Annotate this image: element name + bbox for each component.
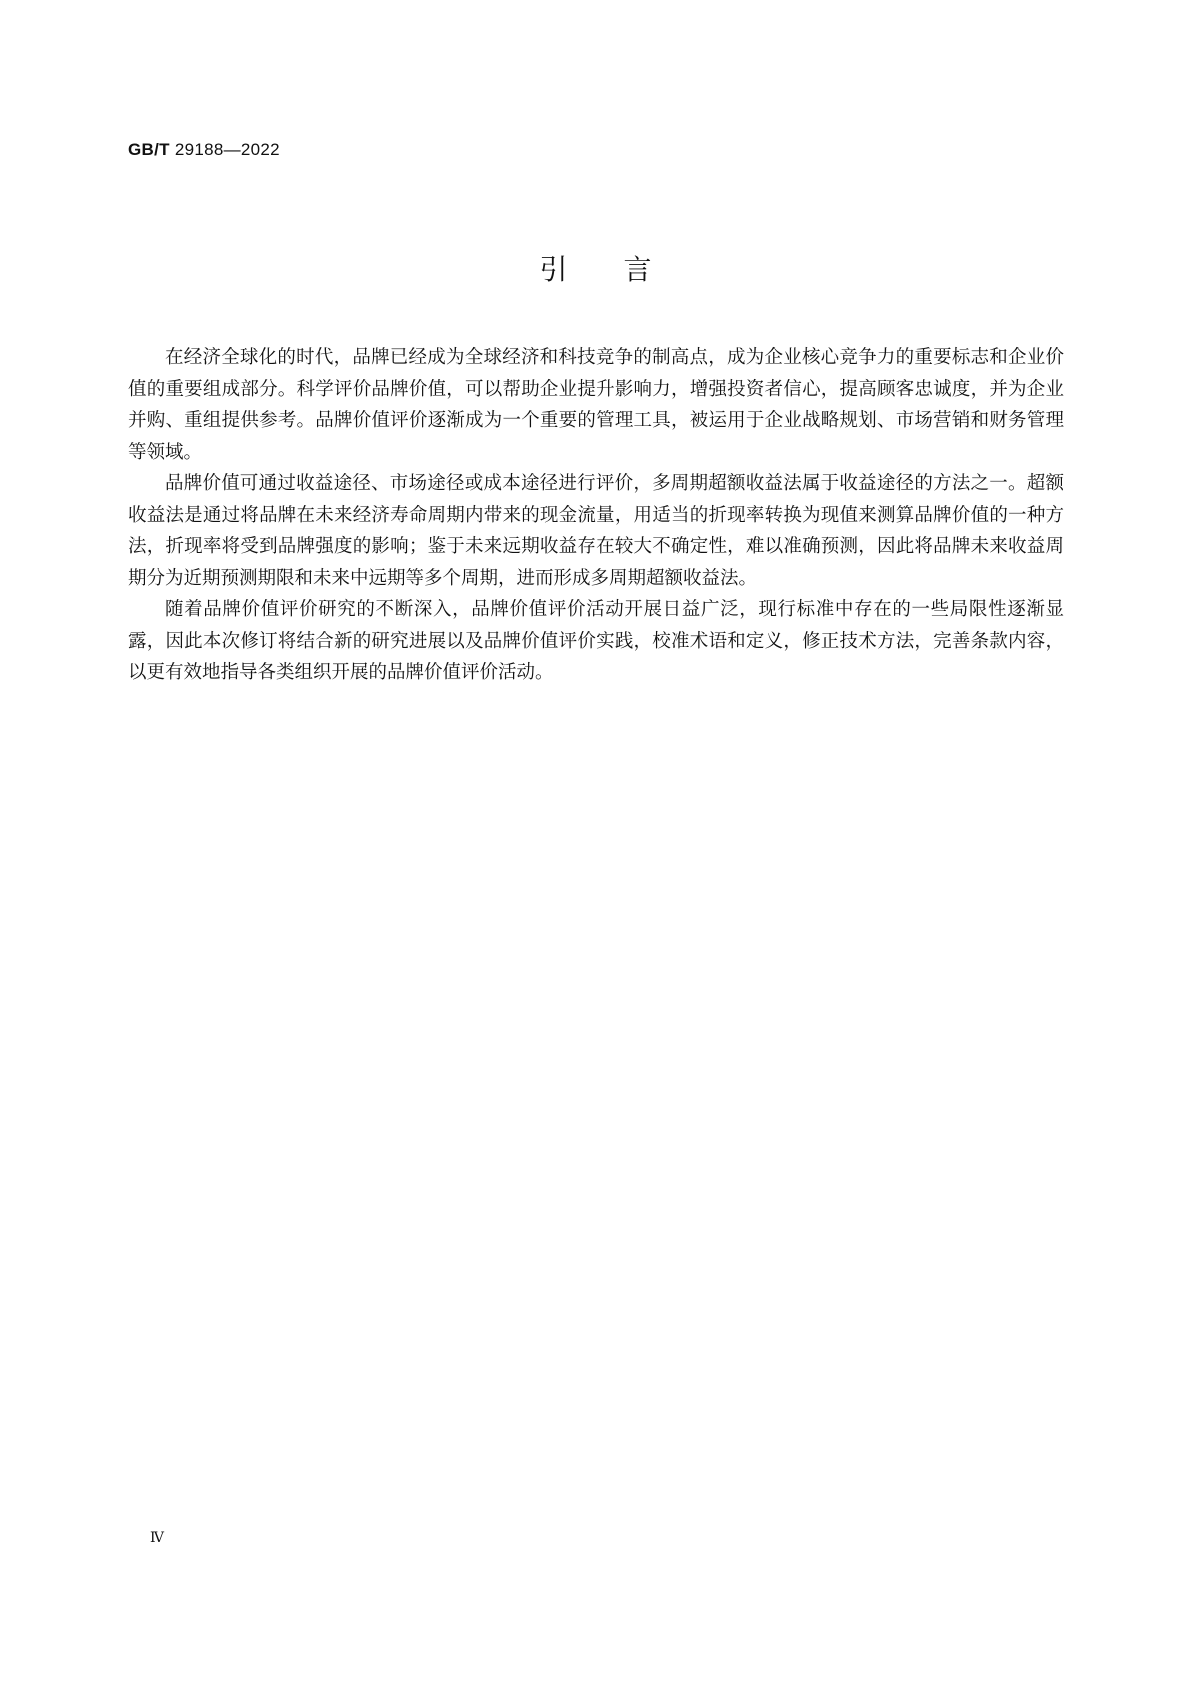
page-number: Ⅳ [150,1530,164,1546]
paragraph: 随着品牌价值评价研究的不断深入，品牌价值评价活动开展日益广泛，现行标准中存在的一些局限性逐渐显露，因此本次修订将结合新的研究进展以及品牌价值评价实践，校准术语和定义，修正技术方法，完善条款内容，以更有效地指导各类组织开展的品牌价值评价活动。 [128,599,1064,683]
standard-code [128,140,280,160]
standard-number: 29188—2022 [174,140,280,159]
paragraph: 品牌价值可通过收益途径、市场途径或成本途径进行评价，多周期超额收益法属于收益途径的方法之一。超额收益法是通过将品牌在未来经济寿命周期内带来的现金流量，用适当的折现率转换为现值来测算品牌价值的一种方法，折现率将受到品牌强度的影响；鉴于未来远期收益存在较大不确定性，难以准确预测，因此将品牌未来收益周期分为近期预测期限和未来中远期等多个周期，进而形成多周期超额收益法。 [128,473,1064,589]
paragraph: 在经济全球化的时代，品牌已经成为全球经济和科技竞争的制高点，成为企业核心竞争力的重要标志和企业价值的重要组成部分。科学评价品牌价值，可以帮助企业提升影响力，增强投资者信心，提高顾客忠诚度，并为企业并购、重组提供参考。品牌价值评价逐渐成为一个重要的管理工具，被运用于企业战略规划、市场营销和财务管理等领域。 [128,347,1064,463]
introduction-body [128,342,1064,689]
page-title: 引言 [539,253,708,286]
standard-prefix: GB/T [128,140,170,159]
